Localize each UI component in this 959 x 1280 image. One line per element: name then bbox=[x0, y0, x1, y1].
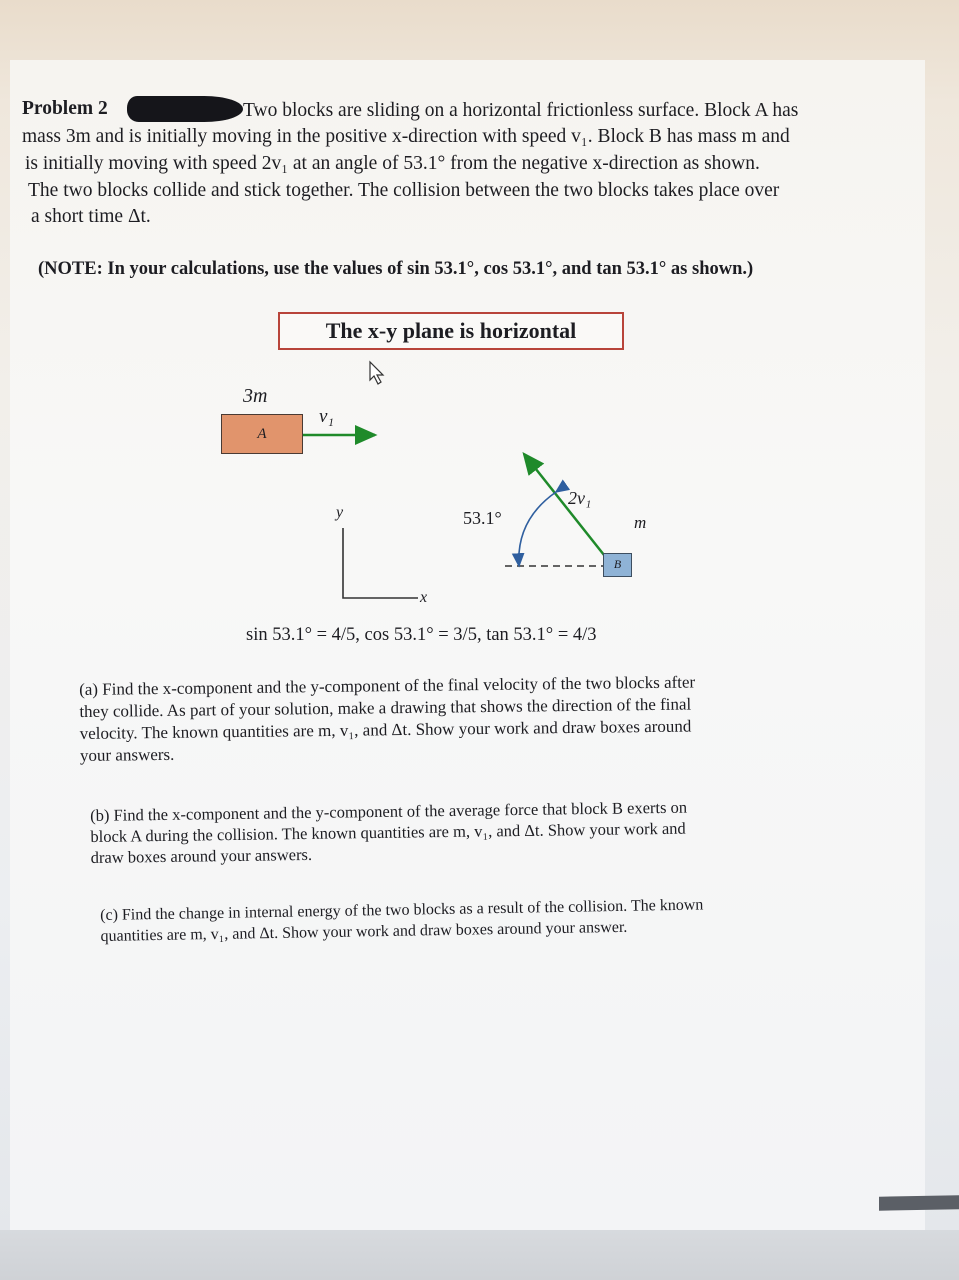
question-b bbox=[90, 797, 688, 868]
axis-y-label: y bbox=[336, 504, 344, 521]
problem-title: Problem 2 bbox=[22, 98, 108, 119]
axis-x-label: x bbox=[420, 589, 428, 606]
question-b-line-3: draw boxes around your answers. bbox=[90, 844, 313, 867]
intro-line-3: is initially moving with speed 2v₁ at an angle of 53.1° from the negative x-direction as shown. bbox=[25, 153, 760, 174]
mass-a-label: 3m bbox=[243, 385, 268, 407]
question-c-line-2: quantities are m, v₁, and Δt. Show your work and draw boxes around your answer. bbox=[100, 918, 628, 945]
block-a bbox=[221, 414, 303, 454]
angle-label: 53.1° bbox=[463, 508, 502, 528]
axes-icon bbox=[343, 528, 418, 598]
intro-line-2: mass 3m and is initially moving in the positive x-direction with speed v₁. Block B has mass m and bbox=[22, 126, 790, 147]
intro-line-1: Two blocks are sliding on a horizontal frictionless surface. Block A has bbox=[243, 100, 799, 121]
angle-arc bbox=[519, 492, 556, 566]
intro-line-4: The two blocks collide and stick together. The collision between the two blocks takes place over bbox=[28, 180, 780, 201]
question-a-line-2: they collide. As part of your solution, make a drawing that shows the direction of the final bbox=[79, 694, 692, 721]
question-a bbox=[79, 671, 696, 767]
block-b bbox=[603, 553, 632, 577]
cursor-icon bbox=[370, 362, 383, 384]
question-b-line-1: (b) Find the x-component and the y-component of the average force that block B exerts on bbox=[90, 797, 688, 825]
calculation-note: (NOTE: In your calculations, use the values of sin 53.1°, cos 53.1°, and tan 53.1° as shown.) bbox=[38, 259, 754, 279]
mass-b-label: m bbox=[634, 513, 647, 532]
intro-line-5: a short time Δt. bbox=[31, 206, 151, 227]
plane-label: The x-y plane is horizontal bbox=[325, 318, 577, 343]
velocity-b-arrow bbox=[524, 454, 604, 555]
velocity-a-label: v₁ bbox=[319, 406, 335, 427]
monitor-bezel bbox=[879, 1195, 959, 1210]
question-c-line-1: (c) Find the change in internal energy of the two blocks as a result of the collision. The known bbox=[100, 896, 704, 924]
question-a-line-4: your answers. bbox=[79, 744, 175, 765]
question-b-line-2: block A during the collision. The known quantities are m, v₁, and Δt. Show your work and bbox=[90, 818, 686, 846]
question-a-line-3: velocity. The known quantities are m, v₁, and Δt. Show your work and draw boxes around bbox=[79, 716, 692, 743]
question-a-line-1: (a) Find the x-component and the y-component of the final velocity of the two blocks after bbox=[79, 672, 696, 699]
monitor-bottom bbox=[0, 1230, 959, 1280]
block-a-label: A bbox=[257, 426, 267, 442]
trig-values: sin 53.1° = 4/5, cos 53.1° = 3/5, tan 53.1° = 4/3 bbox=[246, 625, 597, 645]
velocity-b-label: 2v₁ bbox=[568, 488, 592, 508]
block-b-label: B bbox=[613, 557, 622, 571]
